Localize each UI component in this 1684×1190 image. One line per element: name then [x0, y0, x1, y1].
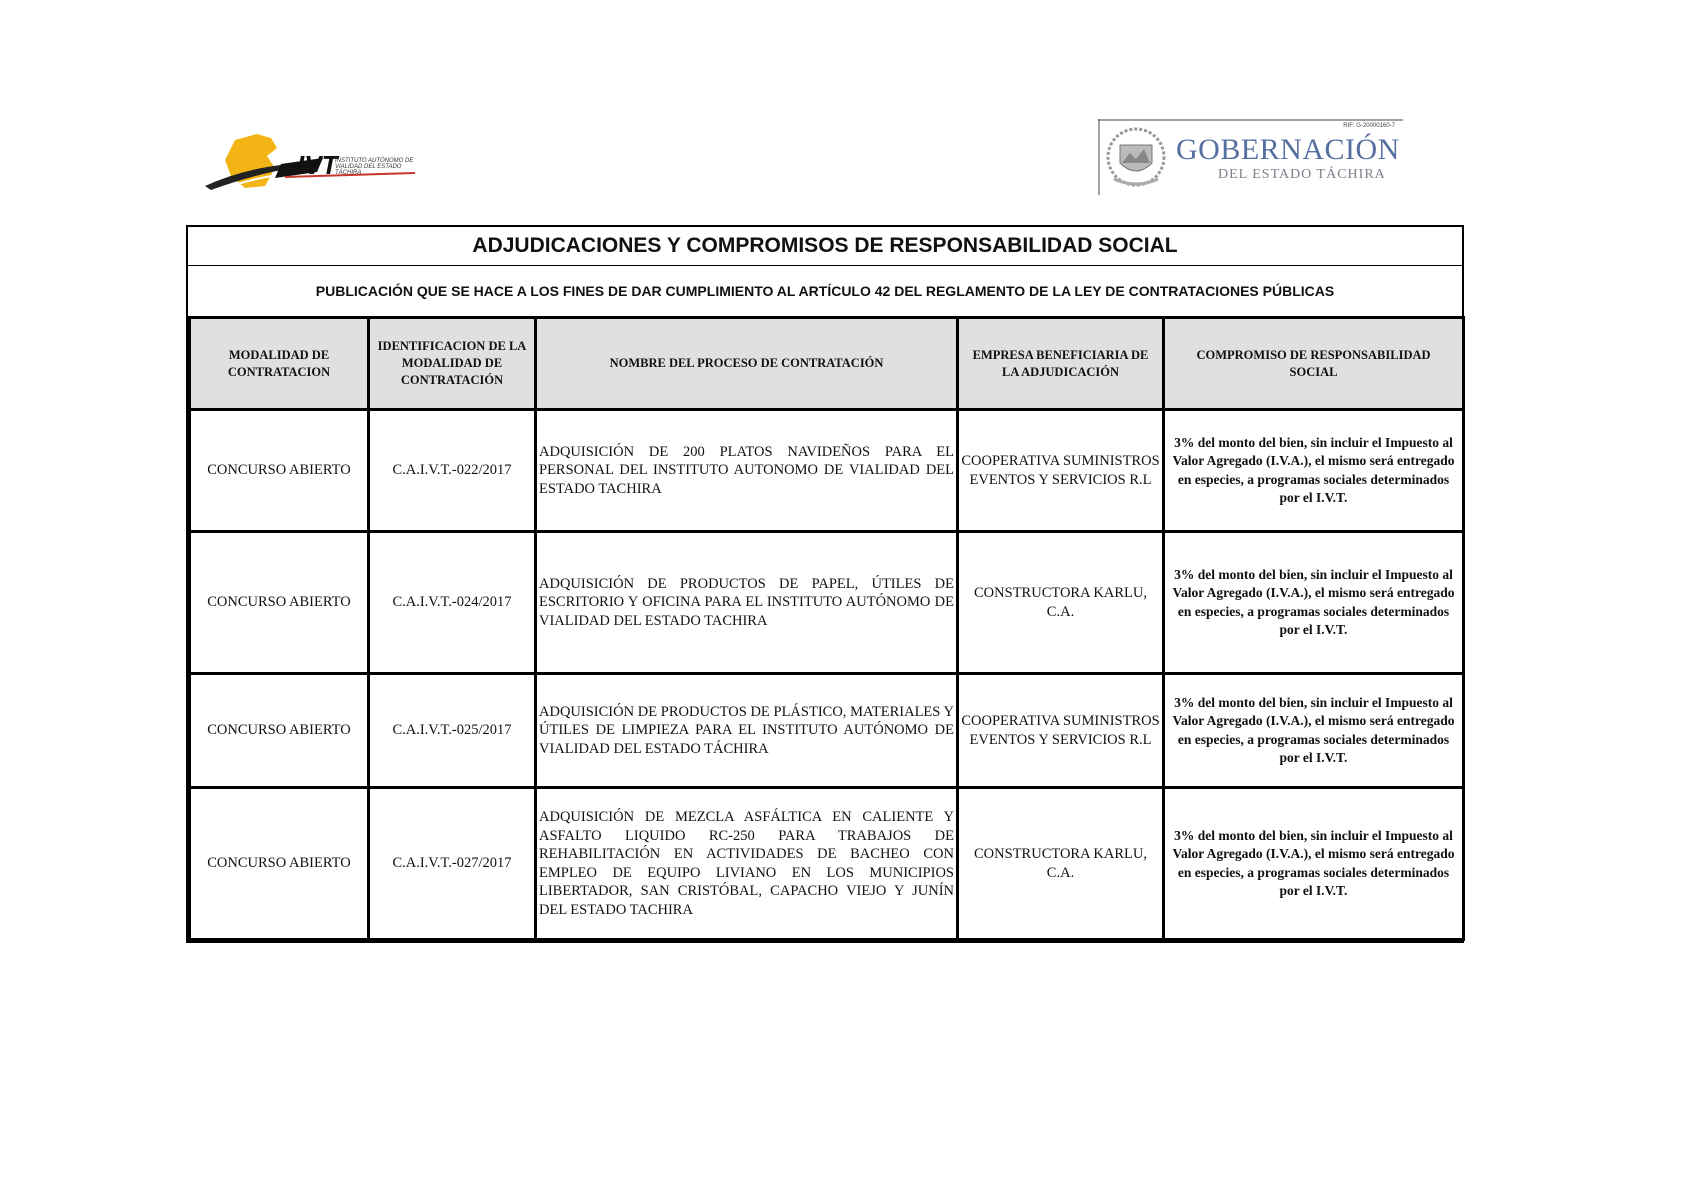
cell-modalidad: CONCURSO ABIERTO — [190, 532, 369, 674]
header-identificacion: IDENTIFICACION DE LA MODALIDAD DE CONTRATACIÓN — [369, 318, 536, 410]
header-empresa: EMPRESA BENEFICIARIA DE LA ADJUDICACIÓN — [958, 318, 1164, 410]
cell-identificacion: C.A.I.V.T.-022/2017 — [369, 410, 536, 532]
gobernacion-title: GOBERNACIÓN — [1176, 133, 1400, 166]
table-row — [190, 674, 1464, 788]
cell-identificacion: C.A.I.V.T.-024/2017 — [369, 532, 536, 674]
cell-empresa: COOPERATIVA SUMINISTROS EVENTOS Y SERVICIOS R.L — [958, 674, 1164, 788]
cell-proceso: ADQUISICIÓN DE PRODUCTOS DE PAPEL, ÚTILES DE ESCRITORIO Y OFICINA PARA EL INSTITUTO AUTÓNOMO DE VIALIDAD DEL ESTADO TACHIRA — [536, 532, 958, 674]
page-title: ADJUDICACIONES Y COMPROMISOS DE RESPONSABILIDAD SOCIAL — [188, 227, 1462, 266]
cell-proceso: ADQUISICIÓN DE 200 PLATOS NAVIDEÑOS PARA EL PERSONAL DEL INSTITUTO AUTONOMO DE VIALIDAD DEL ESTADO TACHIRA — [536, 410, 958, 532]
cell-identificacion: C.A.I.V.T.-027/2017 — [369, 788, 536, 940]
cell-compromiso: 3% del monto del bien, sin incluir el Impuesto al Valor Agregado (I.V.A.), el mismo será entregado en especies, a programas sociales determinados por el I.V.T. — [1164, 410, 1464, 532]
page-subtitle: PUBLICACIÓN QUE SE HACE A LOS FINES DE DAR CUMPLIMIENTO AL ARTÍCULO 42 DEL REGLAMENTO DE LA LEY DE CONTRATACIONES PÚBLICAS — [315, 283, 1335, 299]
adjudications-table — [188, 316, 1465, 941]
cell-empresa: COOPERATIVA SUMINISTROS EVENTOS Y SERVICIOS R.L — [958, 410, 1164, 532]
cell-empresa: CONSTRUCTORA KARLU, C.A. — [958, 788, 1164, 940]
cell-empresa: CONSTRUCTORA KARLU, C.A. — [958, 532, 1164, 674]
table-row — [190, 532, 1464, 674]
gobernacion-rif: RIF: G-20000160-7 — [1343, 123, 1395, 129]
cell-compromiso: 3% del monto del bien, sin incluir el Impuesto al Valor Agregado (I.V.A.), el mismo será entregado en especies, a programas sociales determinados por el I.V.T. — [1164, 674, 1464, 788]
header-modalidad: MODALIDAD DE CONTRATACION — [190, 318, 369, 410]
ivt-logo — [205, 128, 440, 206]
cell-proceso: ADQUISICIÓN DE MEZCLA ASFÁLTICA EN CALIENTE Y ASFALTO LIQUIDO RC-250 PARA TRABAJOS DE REHABILITACIÓN EN ACTIVIDADES DE BACHEO CON EMPLEO DE EQUIPO LIVIANO EN LOS MUNICIPIOS LIBERTADOR, SAN CRISTÓBAL, CAPACHO VIEJO Y JUNÍN DEL ESTADO TACHIRA — [536, 788, 958, 940]
cell-proceso: ADQUISICIÓN DE PRODUCTOS DE PLÁSTICO, MATERIALES Y ÚTILES DE LIMPIEZA PARA EL INSTITUTO AUTÓNOMO DE VIALIDAD DEL ESTADO TÁCHIRA — [536, 674, 958, 788]
gobernacion-logo — [1098, 119, 1403, 195]
header-compromiso: COMPROMISO DE RESPONSABILIDAD SOCIAL — [1164, 318, 1464, 410]
table-header-row — [190, 318, 1464, 410]
cell-modalidad: CONCURSO ABIERTO — [190, 788, 369, 940]
header-proceso: NOMBRE DEL PROCESO DE CONTRATACIÓN — [536, 318, 958, 410]
ivt-wordmark: IVT — [297, 150, 338, 180]
cell-compromiso: 3% del monto del bien, sin incluir el Impuesto al Valor Agregado (I.V.A.), el mismo será entregado en especies, a programas sociales determinados por el I.V.T. — [1164, 788, 1464, 940]
table-row — [190, 788, 1464, 940]
ivt-institute-text: INSTITUTO AUTÓNOMO DE VIALIDAD DEL ESTADO TÁCHIRA — [335, 158, 414, 176]
cell-identificacion: C.A.I.V.T.-025/2017 — [369, 674, 536, 788]
coat-of-arms-icon — [1108, 129, 1164, 185]
cell-modalidad: CONCURSO ABIERTO — [190, 410, 369, 532]
table-row — [190, 410, 1464, 532]
cell-compromiso: 3% del monto del bien, sin incluir el Impuesto al Valor Agregado (I.V.A.), el mismo será entregado en especies, a programas sociales determinados por el I.V.T. — [1164, 532, 1464, 674]
document-frame — [186, 225, 1464, 943]
cell-modalidad: CONCURSO ABIERTO — [190, 674, 369, 788]
gobernacion-subtitle: DEL ESTADO TÁCHIRA — [1218, 167, 1386, 182]
